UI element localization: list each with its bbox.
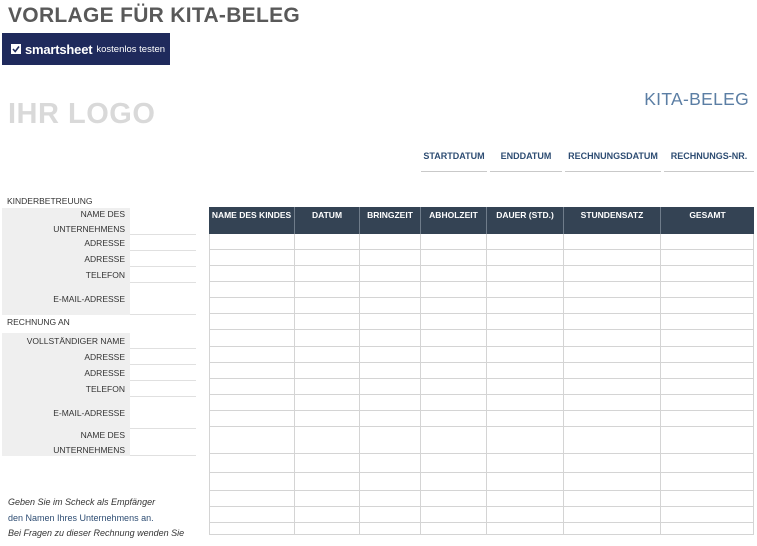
column-header-date: DATUM bbox=[295, 207, 360, 234]
table-row bbox=[209, 250, 754, 266]
table-cell[interactable] bbox=[295, 282, 360, 297]
table-row bbox=[209, 507, 754, 523]
value-billing-company[interactable] bbox=[130, 429, 196, 456]
label-billing-company: NAME DES UNTERNEHMENS bbox=[2, 429, 130, 456]
table-cell[interactable] bbox=[487, 314, 564, 329]
table-cell[interactable] bbox=[564, 330, 661, 346]
table-cell[interactable] bbox=[661, 250, 754, 265]
table-cell[interactable] bbox=[360, 454, 421, 472]
table-cell[interactable] bbox=[360, 473, 421, 490]
value-billing-address-2[interactable] bbox=[130, 365, 196, 381]
table-row bbox=[209, 282, 754, 298]
label-billing-address-1: ADRESSE bbox=[2, 349, 130, 365]
table-cell[interactable] bbox=[421, 347, 487, 362]
table-cell[interactable] bbox=[661, 234, 754, 249]
table-cell[interactable] bbox=[209, 298, 295, 313]
value-email[interactable] bbox=[130, 283, 196, 315]
table-cell[interactable] bbox=[209, 363, 295, 378]
table-cell[interactable] bbox=[360, 491, 421, 506]
table-cell[interactable] bbox=[564, 395, 661, 410]
table-cell[interactable] bbox=[661, 507, 754, 522]
table-row bbox=[209, 473, 754, 491]
table-cell[interactable] bbox=[661, 347, 754, 362]
table-cell[interactable] bbox=[209, 491, 295, 506]
table-cell[interactable] bbox=[209, 250, 295, 265]
table-cell[interactable] bbox=[360, 314, 421, 329]
footer-line-1: Geben Sie im Scheck als Empfänger bbox=[8, 497, 156, 507]
table-cell[interactable] bbox=[487, 473, 564, 490]
table-row bbox=[209, 411, 754, 427]
table-cell[interactable] bbox=[295, 250, 360, 265]
table-cell[interactable] bbox=[295, 298, 360, 313]
table-cell[interactable] bbox=[421, 314, 487, 329]
table-cell[interactable] bbox=[295, 427, 360, 453]
table-row bbox=[209, 363, 754, 379]
table-cell[interactable] bbox=[487, 411, 564, 426]
table-cell[interactable] bbox=[487, 454, 564, 472]
value-phone[interactable] bbox=[130, 267, 196, 283]
table-cell[interactable] bbox=[360, 266, 421, 281]
table-cell[interactable] bbox=[360, 523, 421, 534]
table-cell[interactable] bbox=[295, 363, 360, 378]
table-cell[interactable] bbox=[295, 330, 360, 346]
table-cell[interactable] bbox=[487, 234, 564, 249]
table-cell[interactable] bbox=[360, 395, 421, 410]
table-cell[interactable] bbox=[360, 347, 421, 362]
table-cell[interactable] bbox=[209, 282, 295, 297]
table-cell[interactable] bbox=[421, 282, 487, 297]
table-cell[interactable] bbox=[421, 234, 487, 249]
table-row bbox=[209, 298, 754, 314]
table-cell[interactable] bbox=[209, 395, 295, 410]
table-cell[interactable] bbox=[661, 411, 754, 426]
logo-placeholder: IHR LOGO bbox=[8, 98, 156, 130]
banner-cta[interactable]: kostenlos testen bbox=[96, 43, 166, 55]
table-cell[interactable] bbox=[421, 427, 487, 453]
table-cell[interactable] bbox=[661, 473, 754, 490]
table-cell[interactable] bbox=[421, 395, 487, 410]
table-cell[interactable] bbox=[360, 427, 421, 453]
table-cell[interactable] bbox=[421, 266, 487, 281]
table-cell[interactable] bbox=[564, 491, 661, 506]
table-cell[interactable] bbox=[564, 266, 661, 281]
table-cell[interactable] bbox=[209, 379, 295, 394]
value-billing-phone[interactable] bbox=[130, 381, 196, 397]
table-cell[interactable] bbox=[421, 250, 487, 265]
table-cell[interactable] bbox=[209, 427, 295, 453]
table-cell[interactable] bbox=[360, 250, 421, 265]
column-header-pick-up: ABHOLZEIT bbox=[421, 207, 487, 234]
header-field-rechnungsdatum: RECHNUNGSDATUM bbox=[565, 141, 661, 172]
smartsheet-logo-icon bbox=[11, 44, 21, 54]
table-cell[interactable] bbox=[360, 234, 421, 249]
table-cell[interactable] bbox=[661, 266, 754, 281]
value-billing-email[interactable] bbox=[130, 397, 196, 429]
table-cell[interactable] bbox=[487, 363, 564, 378]
table-cell[interactable] bbox=[661, 454, 754, 472]
header-field-rechnungsnr: RECHNUNGS-NR. bbox=[664, 141, 754, 172]
column-header-child-name: NAME DES KINDES bbox=[209, 207, 295, 234]
table-cell[interactable] bbox=[360, 363, 421, 378]
table-cell[interactable] bbox=[295, 266, 360, 281]
header-field-enddatum: ENDDATUM bbox=[490, 141, 562, 172]
section-title-billing: RECHNUNG AN bbox=[7, 317, 70, 327]
value-company-name[interactable] bbox=[130, 208, 196, 235]
table-cell[interactable] bbox=[421, 411, 487, 426]
table-cell[interactable] bbox=[209, 347, 295, 362]
table-cell[interactable] bbox=[487, 507, 564, 522]
table-cell[interactable] bbox=[564, 427, 661, 453]
table-cell[interactable] bbox=[421, 363, 487, 378]
footer-note bbox=[8, 495, 184, 542]
table-cell[interactable] bbox=[209, 266, 295, 281]
table-row bbox=[209, 395, 754, 411]
table-cell[interactable] bbox=[209, 473, 295, 490]
value-address-1[interactable] bbox=[130, 235, 196, 251]
table-row bbox=[209, 523, 754, 535]
table-cell[interactable] bbox=[421, 491, 487, 506]
label-email: E-MAIL-ADRESSE bbox=[2, 283, 130, 315]
table-cell[interactable] bbox=[295, 347, 360, 362]
table-header bbox=[209, 207, 754, 234]
label-full-name: VOLLSTÄNDIGER NAME bbox=[2, 333, 130, 349]
table-row bbox=[209, 330, 754, 347]
table-cell[interactable] bbox=[295, 454, 360, 472]
table-cell[interactable] bbox=[487, 395, 564, 410]
table-row bbox=[209, 347, 754, 363]
header-field-startdatum: STARTDATUM bbox=[421, 141, 487, 172]
table-cell[interactable] bbox=[421, 330, 487, 346]
table-cell[interactable] bbox=[295, 379, 360, 394]
table-cell[interactable] bbox=[487, 347, 564, 362]
label-address-2: ADRESSE bbox=[2, 251, 130, 267]
label-phone: TELEFON bbox=[2, 267, 130, 283]
banner-brand: smartsheet bbox=[25, 41, 93, 57]
table-cell[interactable] bbox=[421, 298, 487, 313]
table-cell[interactable] bbox=[661, 314, 754, 329]
footer-line-3: Bei Fragen zu dieser Rechnung wenden Sie bbox=[8, 528, 185, 538]
table-cell[interactable] bbox=[661, 395, 754, 410]
table-cell[interactable] bbox=[209, 411, 295, 426]
page-title: VORLAGE FÜR KITA-BELEG bbox=[8, 4, 301, 27]
table-cell[interactable] bbox=[421, 454, 487, 472]
table-cell[interactable] bbox=[295, 411, 360, 426]
table-cell[interactable] bbox=[564, 473, 661, 490]
table-cell[interactable] bbox=[487, 330, 564, 346]
table-cell[interactable] bbox=[360, 282, 421, 297]
table-cell[interactable] bbox=[209, 523, 295, 534]
table-cell[interactable] bbox=[661, 298, 754, 313]
table-cell[interactable] bbox=[661, 379, 754, 394]
label-billing-phone: TELEFON bbox=[2, 381, 130, 397]
table-cell[interactable] bbox=[421, 473, 487, 490]
table-cell[interactable] bbox=[661, 330, 754, 346]
table-cell[interactable] bbox=[487, 250, 564, 265]
table-cell[interactable] bbox=[564, 411, 661, 426]
table-row bbox=[209, 454, 754, 473]
footer-line-2: den Namen Ihres Unternehmens an. bbox=[8, 512, 154, 523]
column-header-total: GESAMT bbox=[689, 210, 726, 220]
table-cell[interactable] bbox=[487, 379, 564, 394]
value-full-name[interactable] bbox=[130, 333, 196, 349]
table-cell[interactable] bbox=[661, 427, 754, 453]
childcare-table bbox=[209, 207, 754, 535]
smartsheet-banner[interactable] bbox=[2, 33, 170, 65]
table-cell[interactable] bbox=[564, 523, 661, 534]
table-cell[interactable] bbox=[360, 507, 421, 522]
table-cell[interactable] bbox=[564, 379, 661, 394]
table-cell[interactable] bbox=[295, 523, 360, 534]
column-header-hourly-rate: STUNDENSATZ bbox=[564, 207, 661, 234]
document-heading: KITA-BELEG bbox=[644, 89, 749, 109]
column-header-drop-off: BRINGZEIT bbox=[360, 207, 421, 234]
table-row bbox=[209, 427, 754, 454]
table-cell[interactable] bbox=[295, 395, 360, 410]
label-company-name: NAME DES UNTERNEHMENS bbox=[2, 208, 130, 235]
table-cell[interactable] bbox=[487, 427, 564, 453]
table-row bbox=[209, 314, 754, 330]
table-cell[interactable] bbox=[421, 523, 487, 534]
table-cell[interactable] bbox=[209, 507, 295, 522]
table-row bbox=[209, 266, 754, 282]
table-cell[interactable] bbox=[661, 491, 754, 506]
table-cell[interactable] bbox=[295, 314, 360, 329]
value-address-2[interactable] bbox=[130, 251, 196, 267]
table-cell[interactable] bbox=[487, 282, 564, 297]
table-cell[interactable] bbox=[209, 330, 295, 346]
table-cell[interactable] bbox=[421, 379, 487, 394]
label-billing-address-2: ADRESSE bbox=[2, 365, 130, 381]
table-cell[interactable] bbox=[295, 491, 360, 506]
table-cell[interactable] bbox=[564, 507, 661, 522]
table-cell[interactable] bbox=[209, 234, 295, 249]
table-cell[interactable] bbox=[564, 234, 661, 249]
table-row bbox=[209, 379, 754, 395]
table-cell[interactable] bbox=[295, 507, 360, 522]
table-cell[interactable] bbox=[564, 298, 661, 313]
table-cell[interactable] bbox=[564, 454, 661, 472]
table-cell[interactable] bbox=[360, 379, 421, 394]
table-cell[interactable] bbox=[661, 363, 754, 378]
table-cell[interactable] bbox=[564, 250, 661, 265]
table-row bbox=[209, 491, 754, 507]
table-cell[interactable] bbox=[661, 523, 754, 534]
table-cell[interactable] bbox=[487, 491, 564, 506]
table-cell[interactable] bbox=[209, 314, 295, 329]
table-cell[interactable] bbox=[421, 507, 487, 522]
table-cell[interactable] bbox=[564, 347, 661, 362]
label-billing-email: E-MAIL-ADRESSE bbox=[2, 397, 130, 429]
table-row bbox=[209, 234, 754, 250]
table-cell[interactable] bbox=[487, 266, 564, 281]
section-title-childcare: KINDERBETREUUNG bbox=[7, 196, 93, 206]
table-cell[interactable] bbox=[661, 282, 754, 297]
table-body bbox=[209, 234, 754, 535]
table-cell[interactable] bbox=[564, 363, 661, 378]
table-cell[interactable] bbox=[487, 298, 564, 313]
table-cell[interactable] bbox=[564, 282, 661, 297]
table-cell[interactable] bbox=[360, 298, 421, 313]
table-cell[interactable] bbox=[209, 454, 295, 472]
table-cell[interactable] bbox=[295, 473, 360, 490]
value-billing-address-1[interactable] bbox=[130, 349, 196, 365]
table-cell[interactable] bbox=[564, 314, 661, 329]
table-cell[interactable] bbox=[360, 330, 421, 346]
column-header-duration: DAUER (STD.) bbox=[487, 207, 564, 234]
label-address-1: ADRESSE bbox=[2, 235, 130, 251]
table-cell[interactable] bbox=[487, 523, 564, 534]
table-cell[interactable] bbox=[360, 411, 421, 426]
table-cell[interactable] bbox=[295, 234, 360, 249]
